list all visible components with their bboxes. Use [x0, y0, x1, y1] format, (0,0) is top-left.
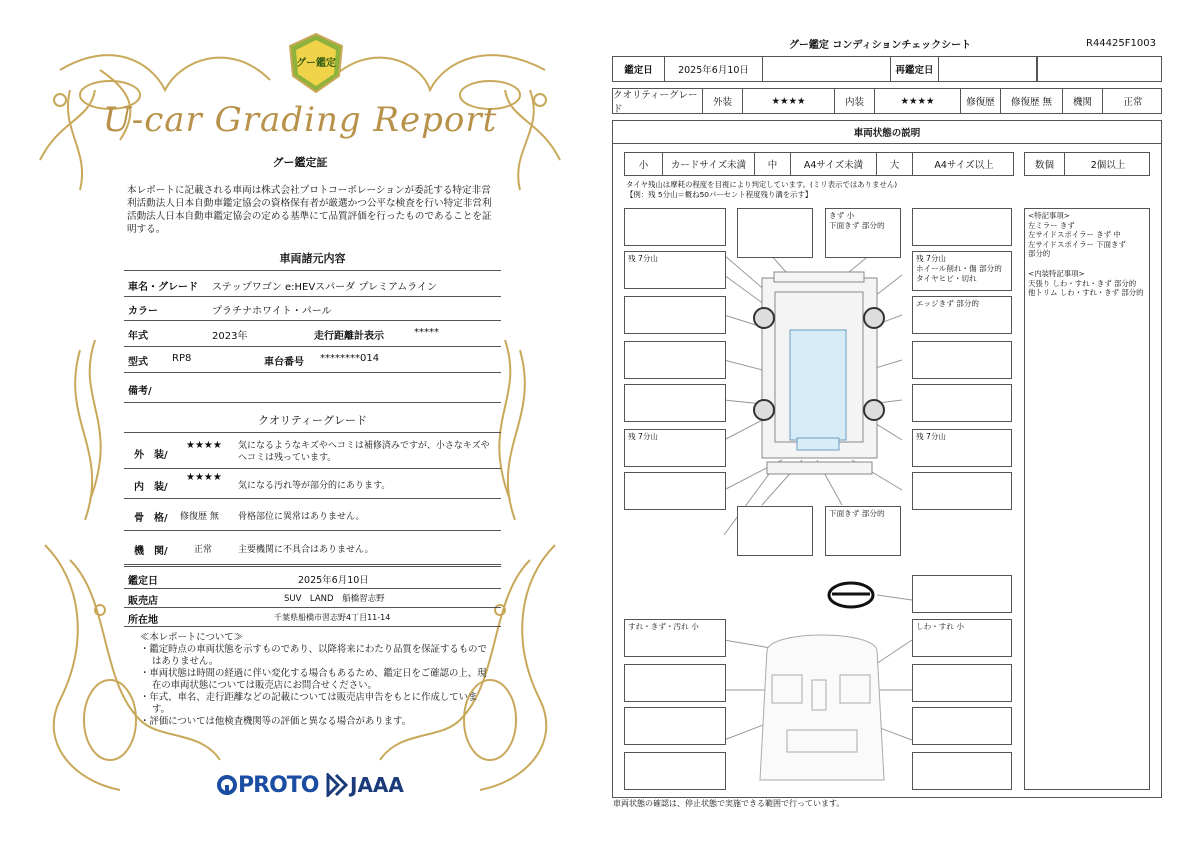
note-box — [912, 707, 1012, 745]
note-box: 下面きず 部分的 — [825, 506, 901, 556]
report-number: R44425F1003 — [1086, 38, 1156, 49]
proto-logo: PROTO — [216, 770, 318, 800]
note-box — [912, 208, 1012, 246]
note-box: すれ・きず・汚れ 小 — [624, 619, 726, 657]
note-box — [912, 664, 1012, 702]
note-box — [624, 208, 726, 246]
info-row-shop: 販売店 SUV LAND 船橋習志野 — [124, 588, 501, 608]
sheet-title: グー鑑定 コンディションチェックシート — [788, 40, 972, 51]
appraisal-date-row: 鑑定日 2025年6月10日 再鑑定日 — [612, 56, 1162, 82]
note-box — [737, 506, 813, 556]
jaaa-mark-icon — [326, 773, 348, 797]
proto-mark-icon — [216, 774, 238, 796]
note-box — [912, 752, 1012, 790]
size-legend: 小 カードサイズ未満 中 A4サイズ未満 大 A4サイズ以上 — [624, 152, 1014, 176]
note-box: 残 7分山 — [624, 251, 726, 289]
note-box: 残 7分山 ホイール削れ・傷 部分的 タイヤヒビ・切れ — [912, 251, 1012, 291]
note-box — [912, 341, 1012, 379]
count-legend: 数個 2個以上 — [1024, 152, 1150, 176]
grade-row-interior: 内 装/ ★★★★ 気になる汚れ等が部分的にあります。 — [124, 468, 501, 499]
note-box — [912, 575, 1012, 613]
spec-row-year: 年式 2023年 走行距離計表示 ***** — [124, 320, 501, 347]
spec-row-remarks: 備考/ — [124, 372, 501, 403]
note-box: しわ・すれ 小 — [912, 619, 1012, 657]
note-box — [624, 707, 726, 745]
jaaa-logo: JAAA — [326, 770, 404, 800]
certificate-intro: 本レポートに記載される車両は株式会社プロトコーポレーションが委託する特定非営利活動法人日本自動車鑑定協会の資格保有者が厳選かつ公平な検査を行い特定非営利活動法人日本自動車鑑定協会の定める基準にて品質評価を行ったものであることを証明する。 — [127, 185, 492, 235]
interior-stars: ★★★★ — [186, 472, 222, 483]
grade-row-engine: 機 関/ 正常 主要機関に不具合はありません。 — [124, 530, 501, 565]
quality-grade-row: クオリティーグレード 外装 ★★★★ 内装 ★★★★ 修復歴 修復歴 無 機関 正常 — [612, 88, 1162, 114]
spec-row-color: カラー プラチナホワイト・パール — [124, 296, 501, 321]
report-notes: ≪本レポートについて≫ ・鑑定時点の車両状態を示すものであり、以降将来にわたり品質を保証するものではありません。 ・車両状態は時間の経過に伴い変化する場合もあるため、鑑定日をご確認の上、現在の車両状態については販売店にお問合せください。 ・年式、車名、走行距離などの記載については販売店申告をもとに作成しています。 ・評価については他検査機関等の評価と異なる場合があります。 — [140, 632, 487, 727]
note-box — [624, 341, 726, 379]
note-box — [912, 472, 1012, 510]
note-box: エッジきず 部分的 — [912, 296, 1012, 334]
goo-appraisal-badge — [287, 32, 345, 94]
certificate-title: グー鑑定証 — [272, 156, 328, 169]
grade-row-exterior: 外 装/ ★★★★ 気になるようなキズやヘコミは補修済みですが、小さなキズやヘコミは残っています。 — [124, 434, 501, 469]
tire-example: 【例：残 5分山＝概ね50パーセント程度残り溝を示す】 — [626, 190, 813, 199]
footer-note: 車両状態の確認は、停止状態で実施できる範囲で行っています。 — [613, 799, 845, 808]
note-box — [624, 296, 726, 334]
spec-title: 車両諸元内容 — [279, 252, 346, 265]
note-box: 残 7分山 — [912, 429, 1012, 467]
spec-row-name: 車名・グレード ステップワゴン e:HEVスパーダ プレミアムライン — [124, 272, 501, 297]
grade-row-frame: 骨 格/ 修復歴 無 骨格部位に異常はありません。 — [124, 498, 501, 531]
spec-row-model: 型式 RP8 車台番号 ********014 — [124, 346, 501, 373]
note-box: 残 7分山 — [624, 429, 726, 467]
section-title: 車両状態の説明 — [612, 120, 1162, 144]
note-box — [912, 384, 1012, 422]
grade-title: クオリティーグレード — [258, 414, 367, 427]
exterior-stars: ★★★★ — [186, 440, 222, 451]
info-row-date: 鑑定日 2025年6月10日 — [124, 568, 501, 589]
note-box — [624, 664, 726, 702]
note-box — [624, 752, 726, 790]
note-box — [737, 208, 813, 258]
note-box: きず 小 下面きず 部分的 — [825, 208, 901, 258]
badge-text: グー鑑定 — [296, 58, 336, 69]
script-title: U-car Grading Report — [102, 100, 498, 140]
info-row-address: 所在地 千葉県船橋市習志野4丁目11-14 — [124, 607, 501, 627]
special-notes: <特記事項> 左ミラー きず 左サイドスポイラー きず 中 左サイドスポイラー 下面きず 部分的 <内装特記事項> 天張り しわ・すれ・きず 部分的 他トリム しわ・すれ・きず 部分的 — [1024, 208, 1150, 790]
note-box — [624, 384, 726, 422]
tire-note: タイヤ残山は摩耗の程度を目視により判定しています。(ミリ表示ではありません) — [626, 180, 898, 189]
steering-wheel-icon — [829, 583, 873, 607]
note-box — [624, 472, 726, 510]
